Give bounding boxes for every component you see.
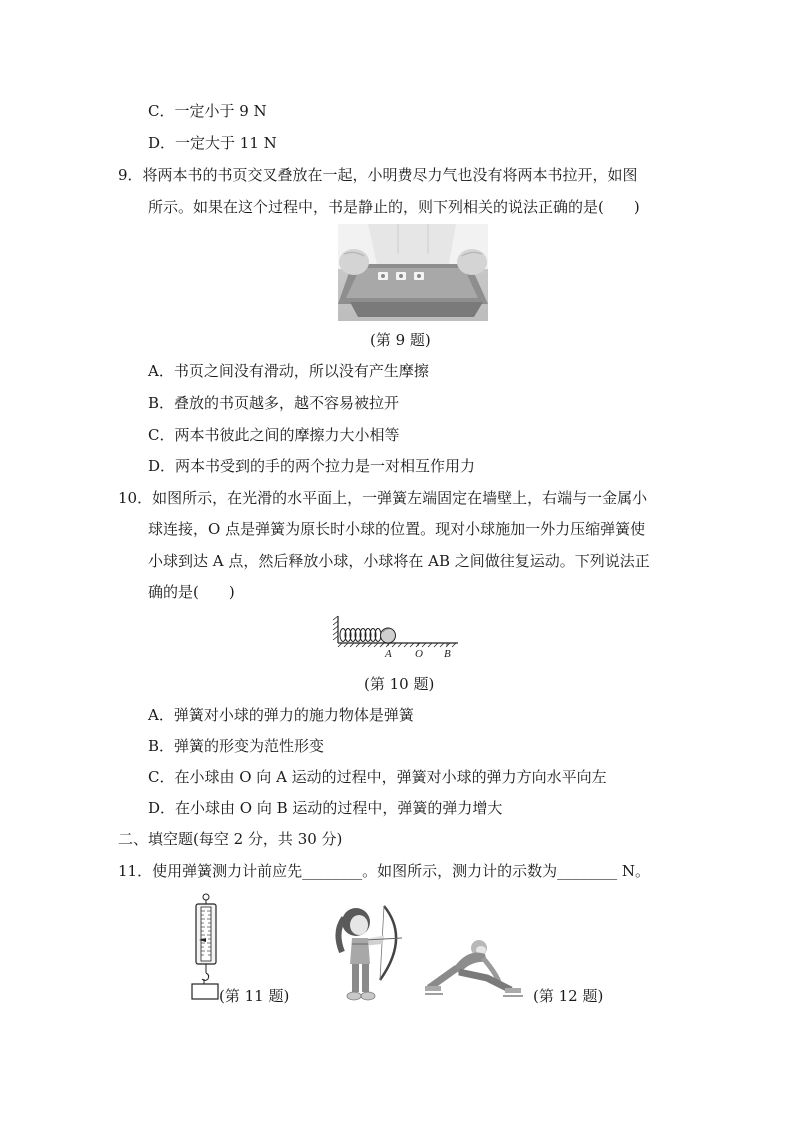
section-2-title: 二、填空题(每空 2 分，共 30 分): [118, 830, 343, 848]
q10-stem-line-3: 小球到达 A 点，然后释放小球，小球将在 AB 之间做往复运动。下列说法正: [148, 552, 650, 570]
q9-option-b: B．叠放的书页越多，越不容易被拉开: [148, 394, 400, 412]
q10-figure-caption: (第 10 题): [364, 675, 435, 693]
q10-option-d: D．在小球由 O 向 B 运动的过程中，弹簧的弹力增大: [148, 799, 503, 817]
q10-option-a: A．弹簧对小球的弹力的施力物体是弹簧: [148, 706, 414, 724]
q9-figure-caption: (第 9 题): [370, 331, 431, 349]
q12-archer-girl-figure: [332, 900, 412, 1004]
q11-stem: 11．使用弹簧测力计前应先________。如图所示，测力计的示数为________ N。: [118, 862, 650, 880]
q11-figure-caption: (第 11 题): [219, 987, 290, 1005]
q9-book-photo: [338, 224, 488, 321]
label-point-b: B: [444, 648, 451, 660]
q12-speed-skater-figure: [425, 938, 527, 1002]
label-point-a: A: [385, 648, 392, 660]
q9-option-d: D．两本书受到的手的两个拉力是一对相互作用力: [148, 457, 476, 475]
q10-stem-line-4: 确的是( ): [148, 583, 235, 601]
q10-option-c: C．在小球由 O 向 A 运动的过程中，弹簧对小球的弹力方向水平向左: [148, 768, 607, 786]
q8-option-d: D．一定大于 11 N: [148, 134, 277, 152]
q8-option-c: C．一定小于 9 N: [148, 102, 267, 120]
q9-option-a: A．书页之间没有滑动，所以没有产生摩擦: [148, 362, 429, 380]
q12-figure-caption: (第 12 题): [533, 987, 604, 1005]
q10-option-b: B．弹簧的形变为范性形变: [148, 737, 325, 755]
q9-stem-line-2: 所示。如果在这个过程中，书是静止的，则下列相关的说法正确的是( ): [148, 198, 640, 216]
q10-stem-line-2: 球连接，O 点是弹簧为原长时小球的位置。现对小球施加一外力压缩弹簧使: [148, 520, 646, 538]
q10-stem-line-1: 10．如图所示，在光滑的水平面上，一弹簧左端固定在墙壁上，右端与一金属小: [118, 489, 648, 507]
q9-stem-line-1: 9．将两本书的书页交叉叠放在一起，小明费尽力气也没有将两本书拉开，如图: [118, 166, 638, 184]
label-point-o: O: [415, 648, 423, 660]
q10-spring-ball-diagram: [330, 612, 460, 660]
q9-option-c: C．两本书彼此之间的摩擦力大小相等: [148, 426, 400, 444]
